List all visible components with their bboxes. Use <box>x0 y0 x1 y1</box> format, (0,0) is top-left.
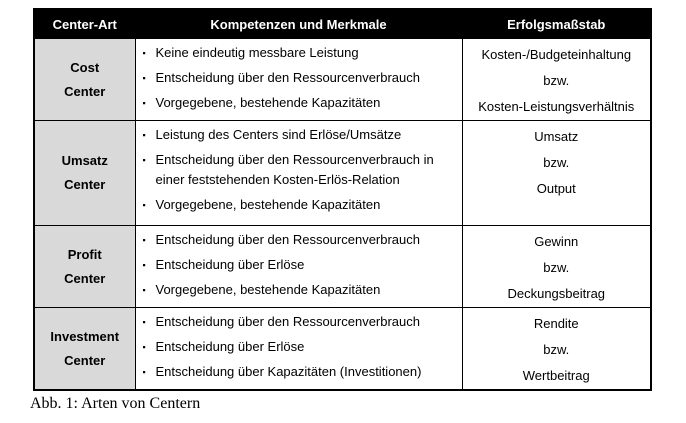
cell-merkmale <box>135 121 462 226</box>
center-name-line: Cost <box>70 59 100 75</box>
center-name-line: Profit <box>67 246 102 262</box>
bullet-item <box>143 362 458 382</box>
cell-merkmale <box>135 308 462 391</box>
centers-table <box>33 8 652 391</box>
measure-line: Kosten-Leistungsverhältnis <box>478 99 635 114</box>
cell-center-type <box>34 308 135 391</box>
cell-erfolgsmassstab <box>462 121 651 226</box>
bullet-text: Entscheidung über den Ressourcenverbrauch <box>155 314 421 329</box>
center-name-line: Center <box>64 352 106 368</box>
bullet-text: Vorgegebene, bestehende Kapazitäten <box>155 95 381 110</box>
cell-merkmale <box>135 39 462 121</box>
bullet-icon: ▪ <box>142 155 146 165</box>
bullet-item <box>143 43 458 63</box>
bullet-item <box>143 230 458 250</box>
cell-center-type <box>34 121 135 226</box>
cell-center-type <box>34 226 135 308</box>
measure-line: bzw. <box>543 342 570 357</box>
measure-line: bzw. <box>543 260 570 275</box>
bullet-icon: ▪ <box>142 98 146 108</box>
bullet-item <box>143 312 458 332</box>
bullet-item <box>143 195 458 215</box>
bullet-text: Entscheidung über den Ressourcenverbrauch <box>155 232 421 247</box>
header-kompetenzen: Kompetenzen und Merkmale <box>135 9 462 39</box>
table-row-profit-center <box>34 226 651 308</box>
bullet-icon: ▪ <box>142 317 146 327</box>
bullet-text: Vorgegebene, bestehende Kapazitäten <box>155 282 381 297</box>
header-erfolgsmassstab: Erfolgsmaßstab <box>462 9 651 39</box>
cell-erfolgsmassstab <box>462 39 651 121</box>
bullet-icon: ▪ <box>142 73 146 83</box>
measure-line: Output <box>536 181 576 196</box>
bullet-icon: ▪ <box>142 48 146 58</box>
center-name-line: Center <box>64 270 106 286</box>
bullet-icon: ▪ <box>142 235 146 245</box>
center-name-line: Investment <box>50 328 120 344</box>
bullet-icon: ▪ <box>142 285 146 295</box>
header-center-art: Center-Art <box>34 9 135 39</box>
bullet-icon: ▪ <box>142 260 146 270</box>
bullet-item <box>143 125 458 145</box>
bullet-text: Entscheidung über Erlöse <box>155 339 305 354</box>
cell-erfolgsmassstab <box>462 226 651 308</box>
measure-line: Kosten-/Budgeteinhaltung <box>481 47 632 62</box>
bullet-text: Leistung des Centers sind Erlöse/Umsätze <box>155 127 402 142</box>
bullet-text: Entscheidung über Kapazitäten (Investitionen) <box>155 364 422 379</box>
bullet-item <box>143 68 458 88</box>
table-row-cost-center <box>34 39 651 121</box>
center-name-line: Center <box>64 177 106 192</box>
bullet-text: Keine eindeutig messbare Leistung <box>155 45 359 60</box>
center-name-line: Center <box>64 83 106 99</box>
bullet-text: Entscheidung über Erlöse <box>155 257 305 272</box>
cell-center-type <box>34 39 135 121</box>
bullet-item <box>143 93 458 113</box>
measure-line: Gewinn <box>534 234 579 249</box>
center-name-line: Umsatz <box>61 153 108 168</box>
bullet-text: Entscheidung über den Ressourcenverbrauch in einer feststehenden Kosten-Erlös-Relation <box>155 152 434 187</box>
cell-merkmale <box>135 226 462 308</box>
bullet-text: Vorgegebene, bestehende Kapazitäten <box>155 197 381 212</box>
measure-line: Wertbeitrag <box>522 368 590 383</box>
table-row-umsatz-center <box>34 121 651 226</box>
bullet-text: Entscheidung über den Ressourcenverbrauch <box>155 70 421 85</box>
bullet-item <box>143 337 458 357</box>
bullet-icon: ▪ <box>142 367 146 377</box>
header-row <box>34 9 651 39</box>
figure-caption: Abb. 1: Arten von Centern <box>30 395 201 412</box>
bullet-icon: ▪ <box>142 200 146 210</box>
measure-line: bzw. <box>543 73 570 88</box>
bullet-item <box>143 280 458 300</box>
figure <box>30 8 652 413</box>
cell-erfolgsmassstab <box>462 308 651 391</box>
bullet-icon: ▪ <box>142 342 146 352</box>
measure-line: Deckungsbeitrag <box>507 286 606 301</box>
table-row-investment-center <box>34 308 651 391</box>
bullet-item <box>143 150 458 190</box>
bullet-icon: ▪ <box>142 130 146 140</box>
measure-line: Umsatz <box>534 129 579 144</box>
measure-line: Rendite <box>533 316 579 331</box>
measure-line: bzw. <box>543 155 570 170</box>
bullet-item <box>143 255 458 275</box>
